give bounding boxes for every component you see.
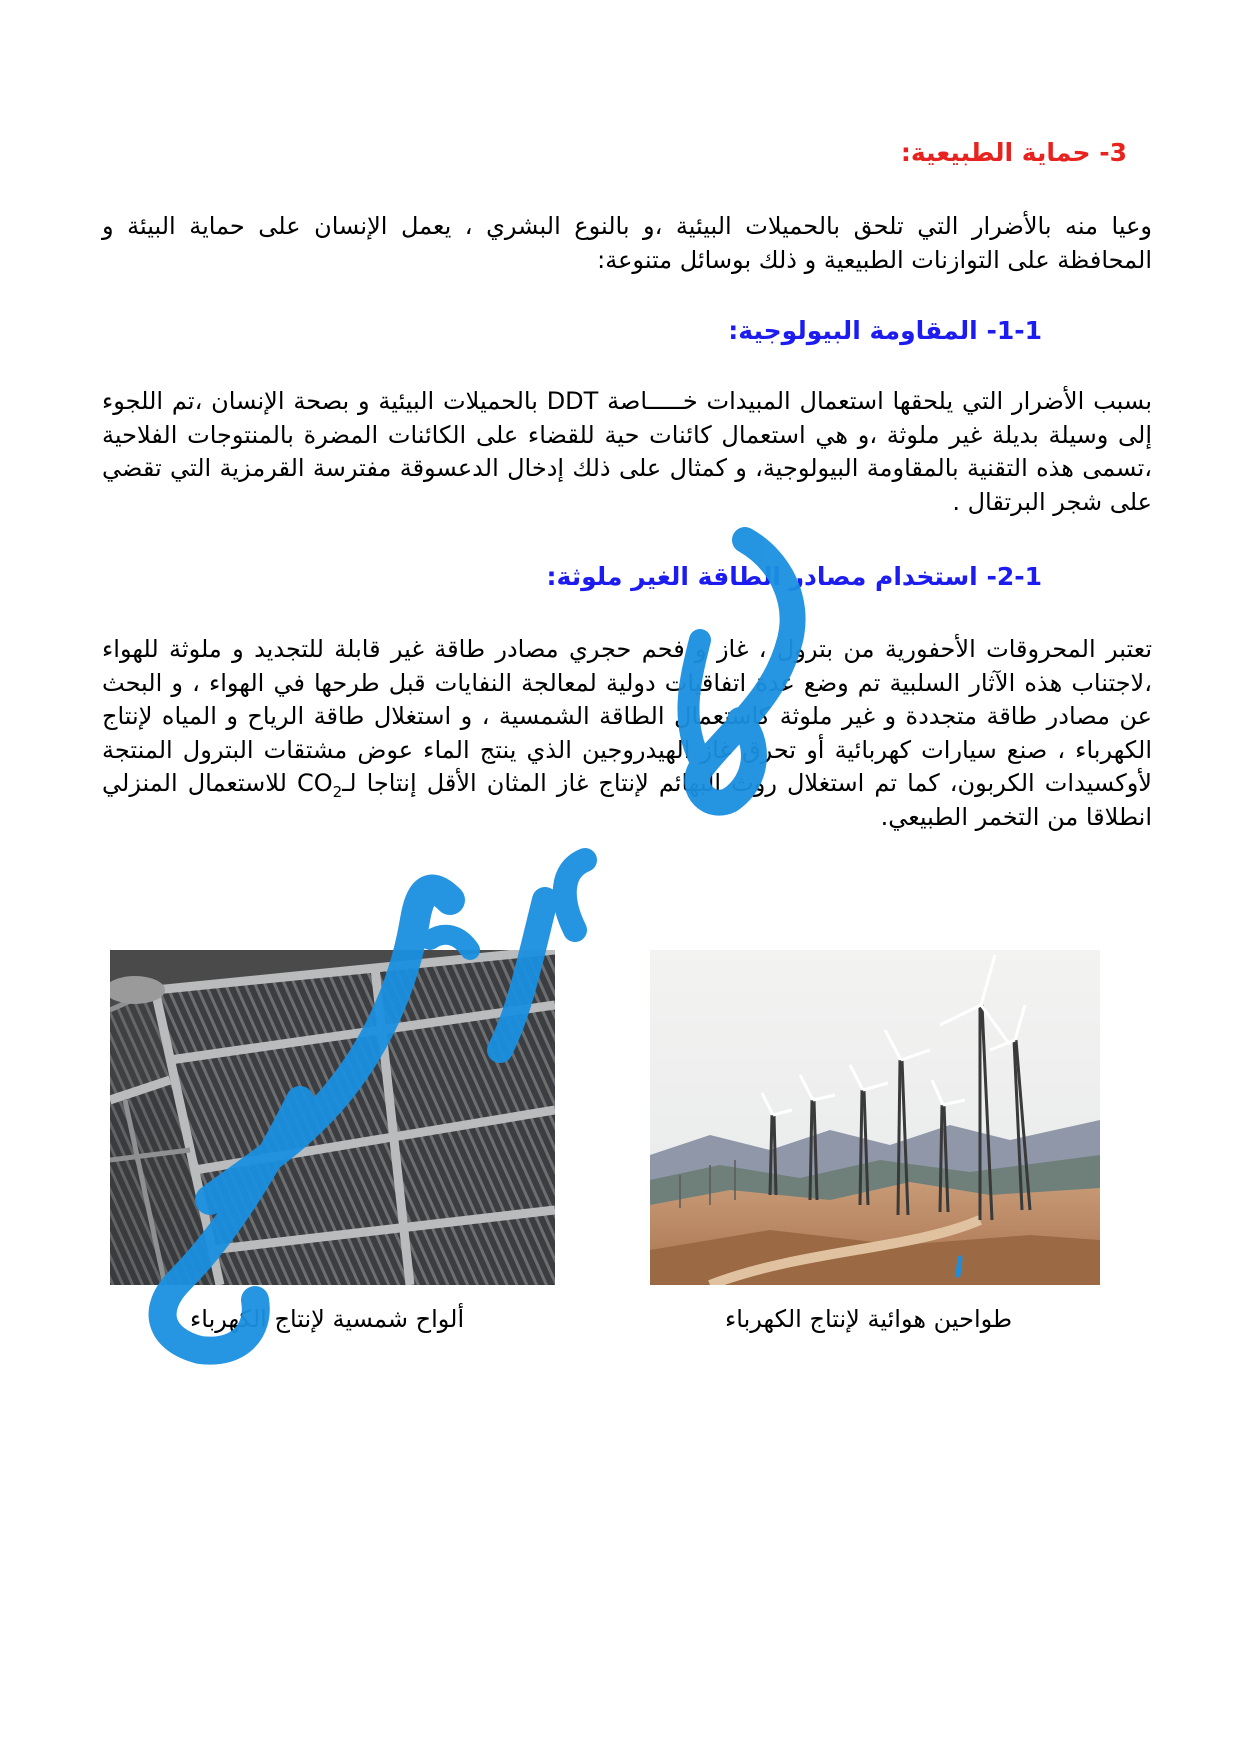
subsection-2-title: 2-1- استخدام مصادر الطاقة الغير ملوثة: xyxy=(546,562,1042,591)
subsection-1-title: 1-1- المقاومة البيولوجية: xyxy=(728,316,1042,345)
subsection-2-paragraph xyxy=(102,633,1152,834)
co2-formula xyxy=(296,769,343,801)
wind-turbines-caption: طواحين هوائية لإنتاج الكهرباء xyxy=(725,1305,1013,1333)
subsection-2-text-part1: تعتبر المحروقات الأحفورية من بترول ، غاز و فحم حجري مصادر طاقة غير قابلة للتجديد و ملوثة للهواء ،لاجتناب هذه الآثار السلبية تم وضع عدة اتفاقيات دولية لمعالجة النفايات قبل طرحها في الهواء ، و البحث عن مصادر طاقة متجددة و غير ملوثة كاستعمال الطاقة الشمسية ، و استغلال طاقة الرياح و المياه لإنتاج الكهرباء ، صنع سيارات كهربائية أو تحرق غاز الهيدروجين الذي ينتج الماء عوض مشتقات البترول المنتجة لأوكسيدات الكربون، كما تم استغلال روث البهائم لإنتاج غاز المثان الأقل إنتاجا لـ xyxy=(102,635,1152,797)
co2-subscript: 2 xyxy=(332,782,343,801)
subsection-1-paragraph: بسبب الأضرار التي يلحقها استعمال المبيدات خـــــاصة DDT بالحميلات البيئية و بصحة الإنسان ،تم اللجوء إلى وسيلة بديلة غير ملوثة ،و هي استعمال كائنات حية للقضاء على الكائنات المضرة بالمنتوجات الفلاحية ،تسمى هذه التقنية بالمقاومة البيولوجية، و كمثال على ذلك إدخال الدعسوقة مفترسة القرمزية التي تقضي على شجر البرتقال . xyxy=(102,387,1152,516)
subsection-2-text-part2: للاستعمال المنزلي انطلاقا من التخمر الطبيعي. xyxy=(102,769,1152,831)
co2-base: CO xyxy=(296,769,333,797)
solar-panels-photo xyxy=(110,950,555,1285)
solar-panels-caption: ألواح شمسية لإنتاج الكهرباء xyxy=(190,1305,465,1333)
intro-paragraph: وعيا منه بالأضرار التي تلحق بالحميلات البيئية ،و بالنوع البشري ، يعمل الإنسان على حماية البيئة و المحافظة على التوازنات الطبيعية و ذلك بوسائل متنوعة: xyxy=(102,212,1152,274)
section-title: 3- حماية الطبيعية: xyxy=(900,138,1127,167)
wind-turbines-photo xyxy=(650,950,1100,1285)
